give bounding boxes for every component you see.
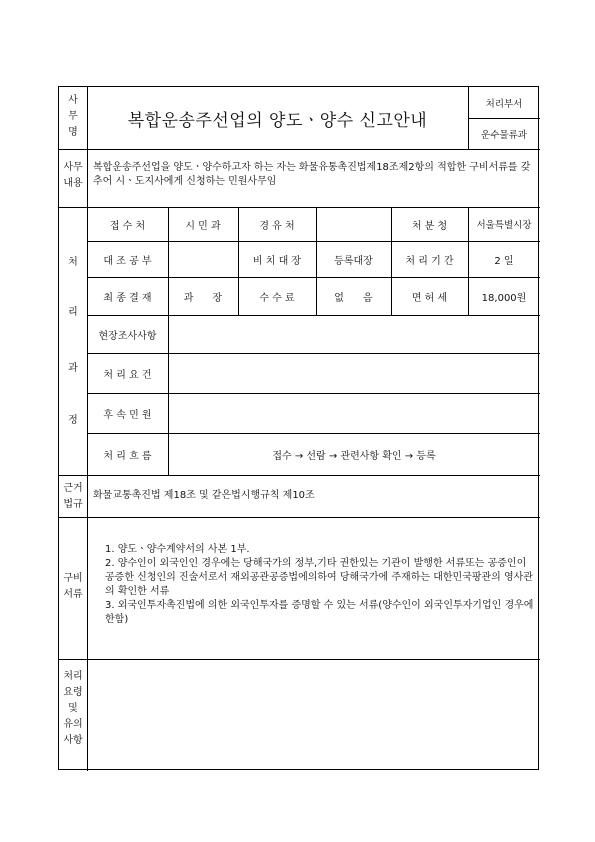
flow-value: 접수 → 선람 → 관련사항 확인 → 등록: [272, 450, 436, 462]
authority-value: 서울특별시장: [476, 220, 532, 231]
row-divider: [59, 517, 540, 518]
page-title: 복합운송주선업의 양도ㆍ양수 신고안내: [127, 110, 428, 131]
via-value: [316, 207, 391, 241]
docs-list: [105, 543, 535, 627]
period-value: 2 일: [494, 255, 514, 267]
affairs-text: 복합운송주선업을 양도ㆍ양수하고자 하는 자는 화물유통촉진법제18조제2항의 적합한 구비서류를 갖추어 시ㆍ도지사에게 신청하는 민원사무임: [93, 162, 531, 187]
process-side-char: 과: [68, 363, 78, 374]
affairs-label: 사무 내용: [63, 162, 83, 189]
ledger-check-value: [168, 241, 238, 277]
process-side-char: 처: [68, 257, 78, 268]
reception-value: 시 민 과: [185, 220, 221, 232]
requirements-label: 처 리 요 건: [103, 369, 152, 381]
civil-affairs-form: [58, 86, 539, 770]
header-side-label: 사 무 명: [68, 95, 78, 138]
process-side-char: 리: [68, 307, 78, 318]
authority-label: 처 분 청: [411, 220, 448, 232]
notes-label: 처리 요령 및 유의 사항: [63, 671, 83, 746]
period-label: 처 리 기 간: [405, 255, 454, 267]
list-item: 3. 외국인투자촉진법에 의한 외국인투자를 증명할 수 있는 서류(양수인이 외국인투자기업인 경우에 한함): [105, 600, 534, 625]
row-divider: [59, 149, 540, 150]
via-label: 경 유 처: [259, 220, 295, 232]
license-tax-label: 면 허 세: [411, 292, 448, 304]
list-item: 1. 양도ㆍ양수계약서의 사본 1부.: [105, 544, 250, 555]
legal-text: 화물교통촉진법 제18조 및 같은법시행규칙 제10조: [93, 490, 315, 501]
ledger-check-label: 대 조 공 부: [103, 255, 152, 267]
register-value: 등록대장: [334, 255, 373, 267]
fee-value: 없 음: [334, 292, 373, 304]
approver-label: 최 종 결 재: [103, 292, 152, 304]
register-label: 비 치 대 장: [252, 255, 302, 267]
dept-label: 처리부서: [485, 98, 523, 110]
reception-label: 접 수 처: [109, 220, 146, 232]
flow-label: 처 리 흐 름: [103, 450, 152, 462]
fee-label: 수 수 료: [259, 292, 295, 304]
follow-up-label: 후 속 민 원: [103, 409, 152, 421]
list-item: 2. 양수인이 외국인인 경우에는 당해국가의 정부,기타 권한있는 기관이 발행한 서류또는 공증인이 공증한 신청인의 진술서로서 재외공관공증법에의하여 당해국가에 주재하는 대한민국팡관의 영사관의 확인한 서류: [105, 558, 533, 597]
site-survey-label: 현장조사사항: [98, 330, 157, 342]
docs-label: 구비 서류: [63, 573, 83, 600]
approver-value: 과 장: [183, 292, 223, 304]
dept-value: 운수물류과: [481, 129, 527, 141]
legal-label: 근거 법규: [63, 483, 83, 510]
process-side-char: 정: [68, 415, 78, 426]
row-divider: [59, 475, 540, 476]
license-tax-value: 18,000원: [481, 292, 527, 304]
row-divider: [59, 659, 540, 660]
